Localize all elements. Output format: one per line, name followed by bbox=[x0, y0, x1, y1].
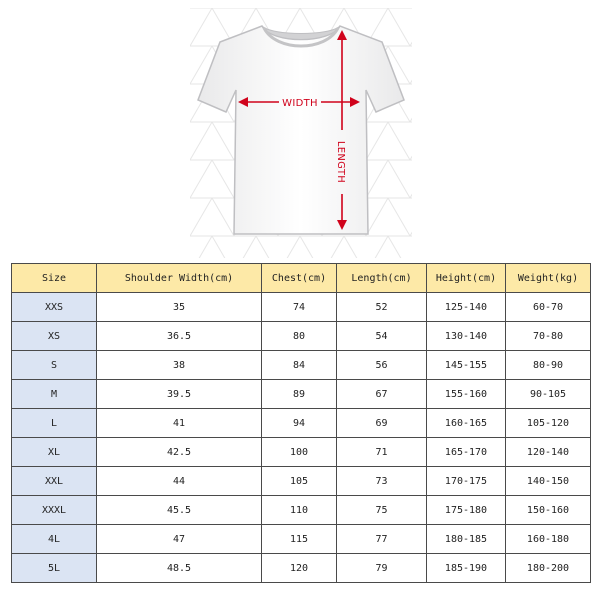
chest-cell: 80 bbox=[262, 322, 337, 351]
table-row bbox=[12, 409, 591, 438]
height-cell: 160-165 bbox=[427, 409, 506, 438]
weight-cell: 120-140 bbox=[506, 438, 591, 467]
size-cell: L bbox=[12, 409, 97, 438]
height-cell: 180-185 bbox=[427, 525, 506, 554]
height-cell: 175-180 bbox=[427, 496, 506, 525]
weight-cell: 160-180 bbox=[506, 525, 591, 554]
shoulder-width-cell: 35 bbox=[97, 293, 262, 322]
length-cell: 56 bbox=[337, 351, 427, 380]
length-cell: 75 bbox=[337, 496, 427, 525]
chest-cell: 84 bbox=[262, 351, 337, 380]
table-row bbox=[12, 293, 591, 322]
column-header-height: Height(cm) bbox=[427, 264, 506, 293]
chest-cell: 94 bbox=[262, 409, 337, 438]
weight-cell: 80-90 bbox=[506, 351, 591, 380]
size-cell: XXXL bbox=[12, 496, 97, 525]
shoulder-width-cell: 47 bbox=[97, 525, 262, 554]
chest-cell: 105 bbox=[262, 467, 337, 496]
size-cell: S bbox=[12, 351, 97, 380]
shoulder-width-cell: 48.5 bbox=[97, 554, 262, 583]
height-cell: 125-140 bbox=[427, 293, 506, 322]
column-header-weight: Weight(kg) bbox=[506, 264, 591, 293]
weight-cell: 180-200 bbox=[506, 554, 591, 583]
height-cell: 155-160 bbox=[427, 380, 506, 409]
weight-cell: 60-70 bbox=[506, 293, 591, 322]
height-cell: 145-155 bbox=[427, 351, 506, 380]
height-cell: 130-140 bbox=[427, 322, 506, 351]
size-cell: XXS bbox=[12, 293, 97, 322]
weight-cell: 105-120 bbox=[506, 409, 591, 438]
chest-cell: 110 bbox=[262, 496, 337, 525]
weight-cell: 140-150 bbox=[506, 467, 591, 496]
table-row bbox=[12, 351, 591, 380]
shoulder-width-cell: 41 bbox=[97, 409, 262, 438]
length-cell: 79 bbox=[337, 554, 427, 583]
length-cell: 77 bbox=[337, 525, 427, 554]
length-cell: 73 bbox=[337, 467, 427, 496]
shoulder-width-cell: 45.5 bbox=[97, 496, 262, 525]
chest-cell: 120 bbox=[262, 554, 337, 583]
length-cell: 54 bbox=[337, 322, 427, 351]
header-row bbox=[12, 264, 591, 293]
size-cell: XL bbox=[12, 438, 97, 467]
height-cell: 185-190 bbox=[427, 554, 506, 583]
table-row bbox=[12, 525, 591, 554]
column-header-length: Length(cm) bbox=[337, 264, 427, 293]
size-cell: M bbox=[12, 380, 97, 409]
length-cell: 67 bbox=[337, 380, 427, 409]
size-cell: 5L bbox=[12, 554, 97, 583]
table-row bbox=[12, 496, 591, 525]
height-cell: 170-175 bbox=[427, 467, 506, 496]
length-cell: 52 bbox=[337, 293, 427, 322]
column-header-shoulder-width: Shoulder Width(cm) bbox=[97, 264, 262, 293]
length-label: LENGTH bbox=[335, 140, 346, 184]
size-cell: XS bbox=[12, 322, 97, 351]
tshirt-illustration bbox=[190, 8, 412, 258]
size-chart-table bbox=[11, 263, 591, 583]
size-cell: 4L bbox=[12, 525, 97, 554]
shoulder-width-cell: 39.5 bbox=[97, 380, 262, 409]
shoulder-width-cell: 44 bbox=[97, 467, 262, 496]
chest-cell: 89 bbox=[262, 380, 337, 409]
chest-cell: 115 bbox=[262, 525, 337, 554]
shoulder-width-cell: 36.5 bbox=[97, 322, 262, 351]
chest-cell: 100 bbox=[262, 438, 337, 467]
weight-cell: 90-105 bbox=[506, 380, 591, 409]
size-cell: XXL bbox=[12, 467, 97, 496]
length-cell: 69 bbox=[337, 409, 427, 438]
width-label: WIDTH bbox=[282, 98, 318, 109]
chest-cell: 74 bbox=[262, 293, 337, 322]
weight-cell: 70-80 bbox=[506, 322, 591, 351]
table-row bbox=[12, 380, 591, 409]
shoulder-width-cell: 42.5 bbox=[97, 438, 262, 467]
shoulder-width-cell: 38 bbox=[97, 351, 262, 380]
column-header-size: Size bbox=[12, 264, 97, 293]
column-header-chest: Chest(cm) bbox=[262, 264, 337, 293]
table-row bbox=[12, 467, 591, 496]
weight-cell: 150-160 bbox=[506, 496, 591, 525]
table-row bbox=[12, 438, 591, 467]
length-cell: 71 bbox=[337, 438, 427, 467]
table-row bbox=[12, 322, 591, 351]
table-row bbox=[12, 554, 591, 583]
height-cell: 165-170 bbox=[427, 438, 506, 467]
